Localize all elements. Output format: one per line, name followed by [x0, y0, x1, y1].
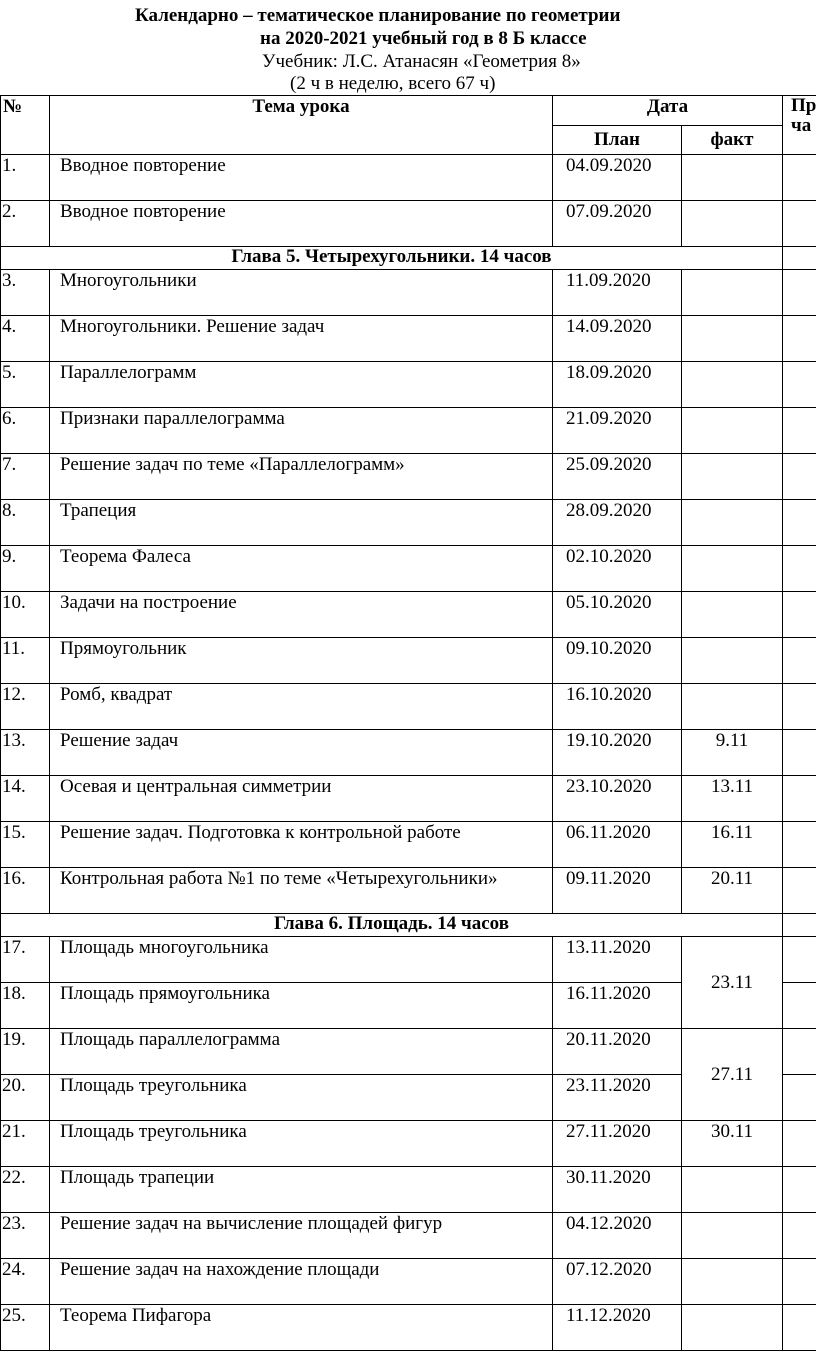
plan-date: 09.10.2020: [553, 638, 682, 684]
plan-date: 27.11.2020: [553, 1121, 682, 1167]
table-row: [1, 822, 816, 868]
note-cell: [783, 592, 816, 638]
fact-date: [682, 270, 783, 316]
table-row: [1, 1121, 816, 1167]
plan-date: 07.09.2020: [553, 201, 682, 247]
table-row: [1, 868, 816, 914]
lesson-topic: Вводное повторение: [50, 201, 553, 247]
plan-date: 21.09.2020: [553, 408, 682, 454]
plan-date: 28.09.2020: [553, 500, 682, 546]
note-cell: [783, 937, 816, 983]
note-cell: [783, 454, 816, 500]
header-note-line2: ча: [791, 115, 812, 136]
table-row: [1, 270, 816, 316]
note-cell: [783, 1305, 816, 1351]
header-note-line1: Пр: [791, 95, 816, 116]
table-row: [1, 684, 816, 730]
fact-date: [682, 500, 783, 546]
lesson-number: 12.: [1, 684, 50, 730]
note-cell: [783, 1167, 816, 1213]
fact-date: [682, 316, 783, 362]
note-cell: [783, 1213, 816, 1259]
plan-date: 13.11.2020: [553, 937, 682, 983]
fact-date: 27.11: [682, 1029, 783, 1121]
fact-date: [682, 362, 783, 408]
lesson-number: 14.: [1, 776, 50, 822]
doc-subtitle: на 2020-2021 учебный год в 8 Б классе: [260, 28, 587, 49]
lesson-number: 6.: [1, 408, 50, 454]
note-cell: [783, 408, 816, 454]
fact-date: [682, 155, 783, 201]
header-topic: Тема урока: [50, 96, 553, 155]
fact-date: 30.11: [682, 1121, 783, 1167]
table-row: [1, 155, 816, 201]
lesson-topic: Площадь треугольника: [50, 1121, 553, 1167]
plan-date: 09.11.2020: [553, 868, 682, 914]
table-row: [1, 316, 816, 362]
header-fact: факт: [682, 126, 783, 155]
note-cell: [783, 1029, 816, 1075]
lesson-topic: Площадь трапеции: [50, 1167, 553, 1213]
plan-date: 30.11.2020: [553, 1167, 682, 1213]
table-row: [1, 454, 816, 500]
fact-date: [682, 408, 783, 454]
note-cell: [783, 1121, 816, 1167]
note-cell: [783, 155, 816, 201]
lesson-number: 15.: [1, 822, 50, 868]
lesson-number: 21.: [1, 1121, 50, 1167]
note-cell: [783, 500, 816, 546]
header-plan: План: [553, 126, 682, 155]
chapter-6-heading: Глава 6. Площадь. 14 часов: [1, 914, 783, 937]
lesson-topic: Теорема Фалеса: [50, 546, 553, 592]
lesson-number: 8.: [1, 500, 50, 546]
table-row: [1, 937, 816, 983]
fact-date: 16.11: [682, 822, 783, 868]
lesson-topic: Площадь многоугольника: [50, 937, 553, 983]
table-row: [1, 730, 816, 776]
lesson-topic: Решение задач на нахождение площади: [50, 1259, 553, 1305]
fact-date: 13.11: [682, 776, 783, 822]
lesson-number: 25.: [1, 1305, 50, 1351]
lesson-topic: Решение задач. Подготовка к контрольной работе: [50, 822, 553, 868]
lesson-topic: Площадь прямоугольника: [50, 983, 553, 1029]
note-cell: [783, 362, 816, 408]
fact-date: [682, 684, 783, 730]
plan-date: 06.11.2020: [553, 822, 682, 868]
fact-date: [682, 592, 783, 638]
lesson-number: 9.: [1, 546, 50, 592]
lesson-topic: Решение задач: [50, 730, 553, 776]
note-cell: [783, 730, 816, 776]
plan-date: 16.10.2020: [553, 684, 682, 730]
fact-date: [682, 1305, 783, 1351]
note-cell: [783, 868, 816, 914]
plan-date: 05.10.2020: [553, 592, 682, 638]
lesson-number: 7.: [1, 454, 50, 500]
lesson-number: 19.: [1, 1029, 50, 1075]
doc-title: Календарно – тематическое планирование по геометрии: [135, 5, 621, 26]
plan-date: 16.11.2020: [553, 983, 682, 1029]
lesson-number: 1.: [1, 155, 50, 201]
lesson-topic: Признаки параллелограмма: [50, 408, 553, 454]
lesson-number: 4.: [1, 316, 50, 362]
fact-date: 9.11: [682, 730, 783, 776]
table-row: [1, 546, 816, 592]
table-row: [1, 408, 816, 454]
lesson-topic: Контрольная работа №1 по теме «Четырехугольники»: [50, 868, 553, 914]
fact-date: [682, 454, 783, 500]
note-cell: [783, 1259, 816, 1305]
lesson-number: 2.: [1, 201, 50, 247]
plan-date: 20.11.2020: [553, 1029, 682, 1075]
fact-date: 20.11: [682, 868, 783, 914]
lesson-topic: Многоугольники: [50, 270, 553, 316]
plan-date: 25.09.2020: [553, 454, 682, 500]
plan-date: 07.12.2020: [553, 1259, 682, 1305]
table-row: [1, 638, 816, 684]
table-row: [1, 1029, 816, 1075]
fact-date: [682, 1167, 783, 1213]
textbook-line: Учебник: Л.С. Атанасян «Геометрия 8»: [262, 51, 581, 72]
fact-date: [682, 1259, 783, 1305]
plan-date: 11.09.2020: [553, 270, 682, 316]
note-cell: [783, 983, 816, 1029]
fact-date: [682, 201, 783, 247]
fact-date: 23.11: [682, 937, 783, 1029]
chapter-5-heading: Глава 5. Четырехугольники. 14 часов: [1, 247, 783, 270]
lesson-number: 13.: [1, 730, 50, 776]
note-cell: [783, 1075, 816, 1121]
note-cell: [783, 316, 816, 362]
lesson-plan-table: [0, 95, 816, 1351]
note-cell: [783, 822, 816, 868]
plan-date: 19.10.2020: [553, 730, 682, 776]
lesson-topic: Осевая и центральная симметрии: [50, 776, 553, 822]
note-cell: [783, 684, 816, 730]
lesson-number: 5.: [1, 362, 50, 408]
lesson-number: 22.: [1, 1167, 50, 1213]
lesson-number: 17.: [1, 937, 50, 983]
lesson-number: 11.: [1, 638, 50, 684]
header-date: Дата: [553, 96, 783, 126]
fact-date: [682, 546, 783, 592]
table-row: [1, 1167, 816, 1213]
lesson-number: 20.: [1, 1075, 50, 1121]
hours-line: (2 ч в неделю, всего 67 ч): [290, 73, 496, 94]
header-note: [783, 96, 816, 155]
lesson-topic: Вводное повторение: [50, 155, 553, 201]
lesson-number: 18.: [1, 983, 50, 1029]
plan-date: 18.09.2020: [553, 362, 682, 408]
lesson-topic: Площадь параллелограмма: [50, 1029, 553, 1075]
lesson-topic: Прямоугольник: [50, 638, 553, 684]
table-row: [1, 500, 816, 546]
lesson-number: 24.: [1, 1259, 50, 1305]
table-row: [1, 1305, 816, 1351]
table-row: [1, 362, 816, 408]
table-row: [1, 1259, 816, 1305]
table-row: [1, 776, 816, 822]
lesson-topic: Решение задач на вычисление площадей фигур: [50, 1213, 553, 1259]
plan-date: 04.09.2020: [553, 155, 682, 201]
lesson-topic: Параллелограмм: [50, 362, 553, 408]
header-number: №: [1, 96, 50, 155]
plan-date: 23.10.2020: [553, 776, 682, 822]
lesson-topic: Многоугольники. Решение задач: [50, 316, 553, 362]
note-cell: [783, 270, 816, 316]
lesson-number: 3.: [1, 270, 50, 316]
fact-date: [682, 1213, 783, 1259]
lesson-topic: Ромб, квадрат: [50, 684, 553, 730]
lesson-number: 10.: [1, 592, 50, 638]
lesson-topic: Решение задач по теме «Параллелограмм»: [50, 454, 553, 500]
plan-date: 11.12.2020: [553, 1305, 682, 1351]
note-cell: [783, 638, 816, 684]
lesson-topic: Площадь треугольника: [50, 1075, 553, 1121]
lesson-number: 23.: [1, 1213, 50, 1259]
lesson-topic: Теорема Пифагора: [50, 1305, 553, 1351]
note-cell: [783, 546, 816, 592]
plan-date: 02.10.2020: [553, 546, 682, 592]
plan-date: 23.11.2020: [553, 1075, 682, 1121]
table-row: [1, 201, 816, 247]
lesson-topic: Трапеция: [50, 500, 553, 546]
plan-date: 04.12.2020: [553, 1213, 682, 1259]
note-cell: [783, 776, 816, 822]
lesson-number: 16.: [1, 868, 50, 914]
lesson-topic: Задачи на построение: [50, 592, 553, 638]
table-row: [1, 592, 816, 638]
table-row: [1, 1213, 816, 1259]
note-cell: [783, 201, 816, 247]
plan-date: 14.09.2020: [553, 316, 682, 362]
fact-date: [682, 638, 783, 684]
